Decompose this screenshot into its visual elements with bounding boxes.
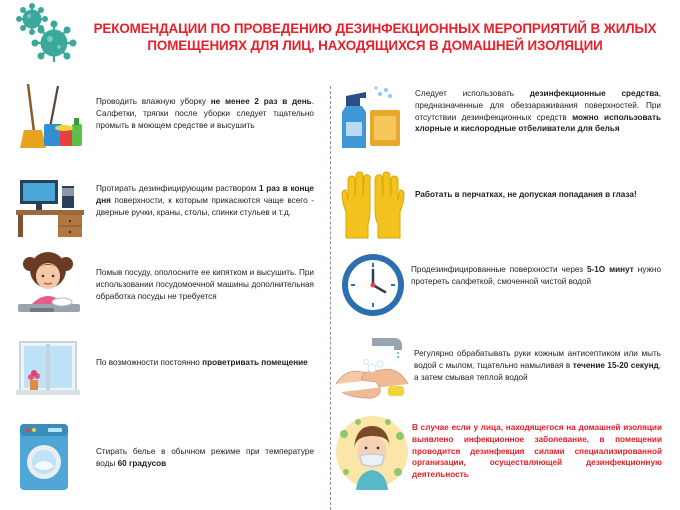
desk-computer-icon xyxy=(14,176,86,238)
instruction-infection-detected: В случае если у лица, находящегося на домашней изоляции выявлено инфекционное заболевание, в помещении проводится дезинфекция силами специализированной организации, осуществляющей дезинфекционную деятельность xyxy=(412,423,662,480)
washing-machine-icon xyxy=(18,422,70,492)
instruction-gloves: Работать в перчатках, не допуская попадания в глаза! xyxy=(415,190,637,199)
instruction-wipe-after: Продезинфицированные поверхности через 5-1О минут нужно протереть салфеткой, смоченной чистой водой xyxy=(411,265,661,286)
window-icon xyxy=(16,340,80,396)
clock-icon xyxy=(340,252,406,318)
rubber-gloves-icon xyxy=(338,168,408,240)
instruction-disinfectants: Следует использовать дезинфекционные средства, предназначенные для обеззараживания поверхностей. При отсутствии дезинфекционных средств можно использовать хлорные и кислородные отбеливатели для белья xyxy=(415,89,661,134)
hand-washing-icon xyxy=(332,334,412,402)
disinfectant-spray-icon xyxy=(336,82,408,152)
virus-icon xyxy=(4,2,86,64)
title-line-2: ПОМЕЩЕНИЯХ ДЛЯ ЛИЦ, НАХОДЯЩИХСЯ В ДОМАШНЕЙ ИЗОЛЯЦИИ xyxy=(147,38,603,53)
page-title xyxy=(92,20,658,54)
instruction-ventilate: По возможности постоянно проветривать помещение xyxy=(96,358,308,367)
sick-person-mask-icon xyxy=(334,414,410,490)
instruction-hand-hygiene: Регулярно обрабатывать руки кожным антисептиком или мыть водой с мылом, тщательно намыливая в течение 15-20 секунд, а затем смывая теплой водой xyxy=(414,349,661,382)
instruction-dishes: Помыв посуду, ополосните ее кипятком и высушить. При использовании посудомоечной машины дополнительная обработка посуды не требуется xyxy=(96,268,314,301)
cleaning-supplies-icon xyxy=(14,80,86,150)
column-divider xyxy=(330,86,331,510)
title-line-1: РЕКОМЕНДАЦИИ ПО ПРОВЕДЕНИЮ ДЕЗИНФЕКЦИОННЫХ МЕРОПРИЯТИЙ В ЖИЛЫХ xyxy=(93,21,657,36)
instruction-laundry: Стирать белье в обычном режиме при температуре воды 60 градусов xyxy=(96,447,314,468)
girl-washing-dishes-icon xyxy=(10,248,88,320)
instruction-wet-cleaning: Проводить влажную уборку не менее 2 раз в день. Салфетки, тряпки после уборки следует тщательно промыть в моющем средстве и высушить xyxy=(96,97,314,130)
instruction-disinfect-surfaces: Протирать дезинфицирующим раствором 1 раз в конце дня поверхности, к которым прикасаются чаще всего - дверные ручки, краны, столы, спинки стульев и т.д. xyxy=(96,184,314,217)
